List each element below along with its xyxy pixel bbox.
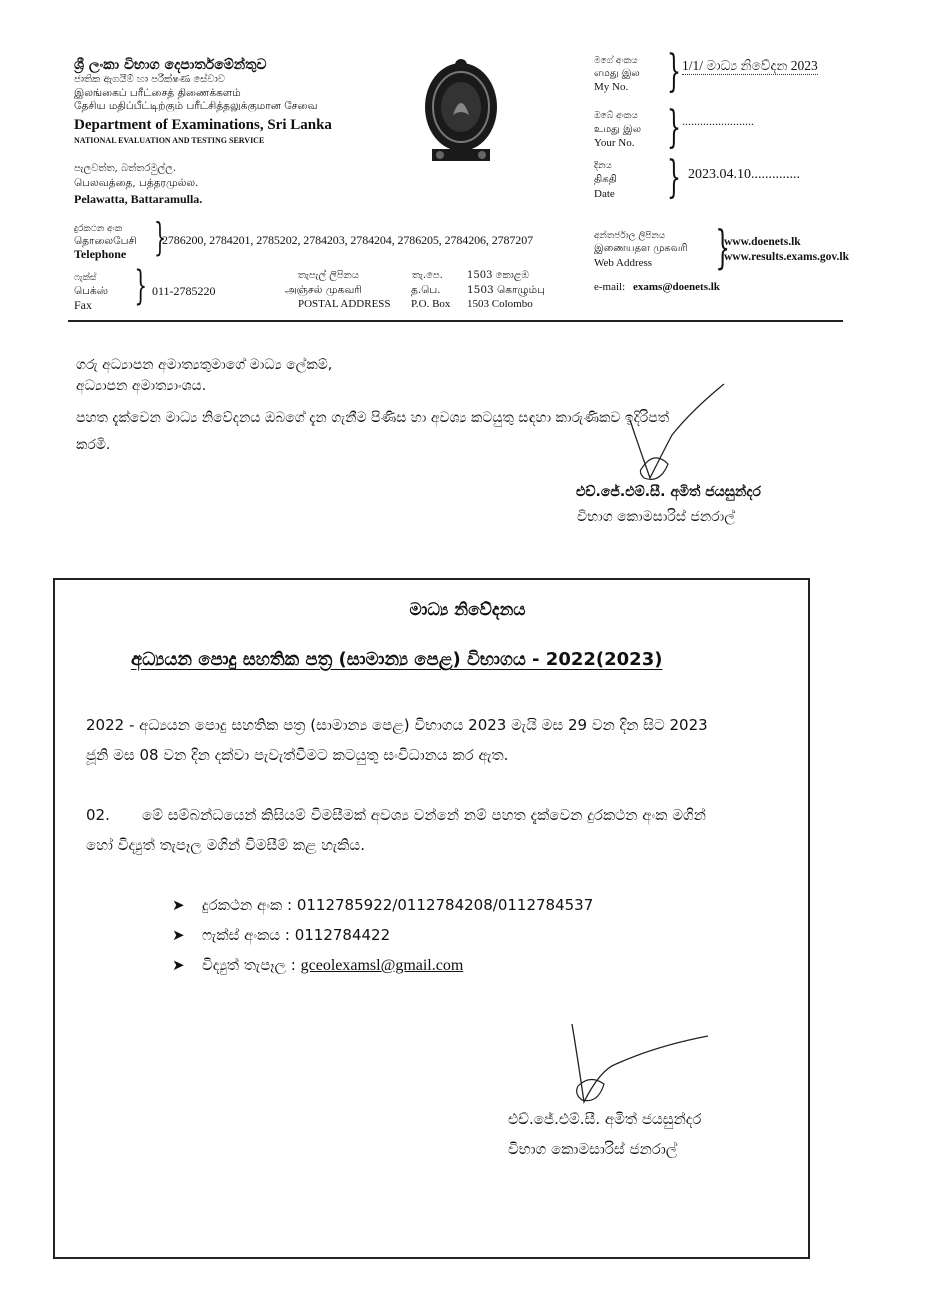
signer-title: විභාග කොමසාරිස් ජනරාල්: [577, 509, 735, 525]
release-title: මාධ්‍ය නිවේදනය: [409, 600, 526, 620]
web-brace: }: [715, 220, 730, 274]
signature-mark: [560, 1020, 720, 1110]
date-label-ta: திகதி: [594, 174, 617, 185]
telephone-label-ta: தொலைபேசி: [74, 235, 137, 247]
date-value: 2023.04.10..............: [688, 167, 800, 182]
email-label: e-mail:: [594, 281, 626, 293]
your-no-brace: }: [667, 102, 681, 153]
fax-label-en: Fax: [74, 298, 92, 312]
my-no-label-si: මගේ අංකය: [594, 56, 638, 66]
release-para2-line1: මේ සම්බන්ධයෙන් කිසියම් විමසීමක් අවශ්‍ය වන්නේ නම් පහත දැක්වෙන දුරකථන අංක මගින්: [142, 806, 706, 824]
press-release-box: [53, 578, 810, 1259]
telephone-label-si: දුරකථන අංක: [74, 224, 123, 234]
dept-tamil-service: தேசிய மதிப்பீட்டிற்கும் பரீட்சித்தலுக்குமான சேவை: [74, 100, 318, 112]
contact-email-label: විද්‍යුත් තැපෑල :: [202, 956, 296, 974]
fax-label-ta: பெக்ஸ்: [74, 285, 108, 297]
fax-label-si: ෆැක්ස්: [74, 273, 97, 283]
dept-sinhala-service: ජාතික ඇගයීම් හා පරීක්ෂණ සේවාව: [74, 74, 225, 85]
release-para1-line1: 2022 - අධ්‍යයන පොදු සහතික පත්‍ර (සාමාන්‍ය පෙළ) විභාගය 2023 මැයි මස 29 වන දින සිට 2023: [86, 716, 708, 734]
header-divider: [68, 320, 843, 322]
fax-brace: }: [134, 263, 148, 309]
fax-number: 011-2785220: [152, 284, 216, 298]
address-tamil: பெலவத்தை, பத்தரமுல்ல.: [74, 177, 199, 189]
postal-label-en: POSTAL ADDRESS: [298, 298, 391, 310]
your-no-label-en: Your No.: [594, 137, 635, 149]
release-subtitle: අධ්‍යයන පොදු සහතික පත්‍ර (සාමාන්‍ය පෙළ) විභාගය - 2022(2023): [131, 649, 663, 670]
signer-name: එච්.ජේ.එම්.සී. අමිත් ජයසුන්දර: [576, 484, 761, 500]
release-signer-title: විභාග කොමසාරිස් ජනරාල්: [508, 1140, 678, 1158]
web-address-1[interactable]: www.doenets.lk: [724, 236, 801, 248]
contact-fax-label: ෆැක්ස් අංකය :: [202, 926, 290, 944]
web-label-en: Web Address: [594, 257, 653, 269]
contact-email-value[interactable]: gceolexamsl@gmail.com: [300, 957, 464, 974]
date-brace: }: [667, 152, 681, 203]
postal-label-ta: அஞ்சல் முகவரி: [285, 284, 362, 296]
arrow-bullet-icon: ➤: [172, 926, 185, 944]
your-no-label-si: ඔබේ අංකය: [594, 111, 638, 121]
contact-fax: [172, 926, 390, 944]
postal-city-si: 1503 කොළඹ: [467, 270, 529, 281]
your-no-label-ta: உமது இல: [594, 124, 641, 135]
release-para2-line2: හෝ විද්‍යුත් තැපෑල මගින් විමසීම් කළ හැකිය.: [86, 836, 365, 854]
your-no-value: ........................: [682, 114, 754, 128]
pobox-si: තැ.පෙ.: [412, 270, 443, 281]
telephone-label-en: Telephone: [74, 247, 127, 261]
arrow-bullet-icon: ➤: [172, 896, 185, 914]
email-address[interactable]: exams@doenets.lk: [633, 281, 720, 293]
service-english-name: NATIONAL EVALUATION AND TESTING SERVICE: [74, 136, 265, 145]
my-no-value: 1/1/ මාධ්‍ය නිවේදන 2023: [682, 58, 818, 73]
my-no-brace: }: [667, 46, 681, 97]
postal-city-ta: 1503 கொழும்பு: [467, 284, 545, 296]
release-para2-number: 02.: [86, 806, 110, 824]
release-signer-name: එච්.ජේ.එම්.සී. අමිත් ජයසුන්දර: [508, 1110, 702, 1128]
telephone-brace: }: [154, 215, 167, 259]
letter-body-line-2: කරමි.: [76, 437, 111, 453]
signature-mark: [612, 380, 742, 485]
national-emblem-icon: [420, 55, 502, 167]
contact-fax-value: 0112784422: [294, 926, 391, 944]
postal-label-si: තැපැල් ලිපිනය: [298, 270, 359, 281]
pobox-ta: த.பெ.: [411, 284, 441, 296]
contact-phone-label: දුරකථන අංක :: [202, 896, 293, 914]
release-para1-line2: ජූනි මස 08 වන දින දක්වා පැවැත්වීමට කටයුතු සංවිධානය කර ඇත.: [86, 746, 509, 764]
contact-phone: [172, 896, 593, 914]
address-sinhala: පැලවත්ත, බත්තරමුල්ල.: [74, 163, 177, 174]
address-english: Pelawatta, Battaramulla.: [74, 192, 203, 206]
postal-city-en: 1503 Colombo: [467, 298, 533, 310]
letter-body-line-1: පහත දැක්වෙන මාධ්‍ය නිවේදනය ඔබගේ දැන ගැනීම පිණිස හා අවශ්‍ය කටයුතු සඳහා කාරුණිකව ඉදිරිපත්: [76, 410, 670, 426]
web-label-si: අන්තර්ජාල ලිපිනය: [594, 231, 666, 241]
recipient-line-2: අධ්‍යාපන අමාත්‍යාංශය.: [76, 378, 207, 394]
dept-tamil-name: இலங்கைப் பரீட்சைத் திணைக்களம்: [74, 87, 241, 99]
recipient-line-1: ගරු අධ්‍යාපන අමාත්‍යතුමාගේ මාධ්‍ය ලේකම්,: [76, 357, 333, 373]
pobox-en: P.O. Box: [411, 298, 451, 310]
arrow-bullet-icon: ➤: [172, 956, 185, 974]
web-address-2[interactable]: www.results.exams.gov.lk: [724, 251, 850, 263]
date-label-en: Date: [594, 188, 615, 200]
dept-sinhala-name: ශ්‍රී ලංකා විභාග දෙපාර්තමේන්තුව: [74, 57, 267, 73]
telephone-numbers: 2786200, 2784201, 2785202, 2784203, 2784204, 2786205, 2784206, 2787207: [162, 233, 534, 247]
web-label-ta: இணையதள முகவரி: [594, 243, 688, 254]
dept-english-name: Department of Examinations, Sri Lanka: [74, 117, 332, 133]
contact-email: [172, 956, 463, 975]
contact-phone-value: 0112785922/0112784208/0112784537: [296, 896, 594, 914]
my-no-label-ta: எமது இல: [594, 68, 640, 79]
date-label-si: දිනය: [594, 161, 612, 171]
my-no-label-en: My No.: [594, 81, 629, 93]
